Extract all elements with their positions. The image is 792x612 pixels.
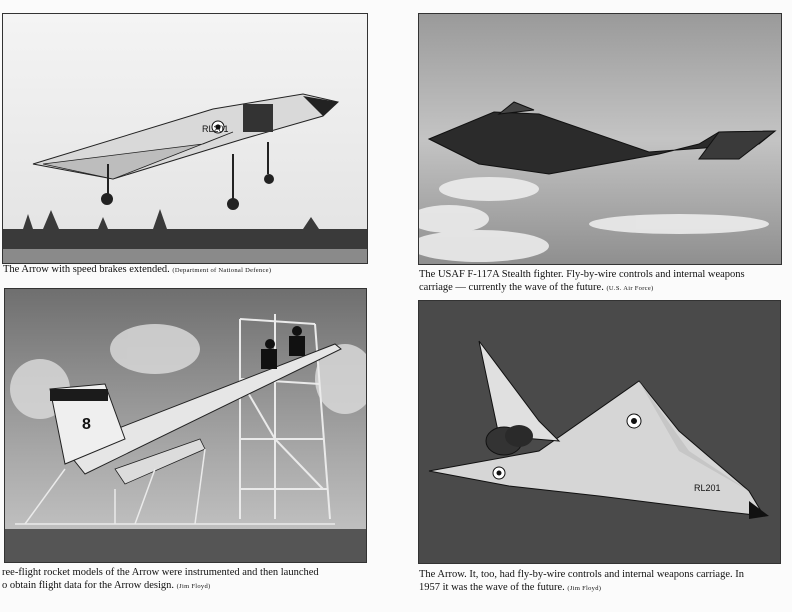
runway	[3, 249, 367, 263]
photo-arrow-speed-brakes	[2, 13, 368, 264]
ground	[5, 529, 366, 562]
photo-credit: (Jim Floyd)	[567, 585, 602, 592]
aircraft-marking: RL201	[694, 483, 721, 493]
photo-credit: (U.S. Air Force)	[606, 285, 654, 292]
photo-credit: (Jim Floyd)	[176, 583, 211, 590]
caption-rocket-models: ree-flight rocket models of the Arrow were instrumented and then launched o obtain flight data for the Arrow design. (Jim Floyd)	[2, 567, 319, 591]
photo-credit: (Department of National Defence)	[172, 267, 272, 274]
photo-f117a-stealth	[418, 13, 782, 265]
caption-f117a-stealth: The USAF F-117A Stealth fighter. Fly-by-wire controls and internal weapons carriage — currently the wave of the future. (U.S. Air Force)	[419, 269, 745, 293]
photo-rocket-models	[4, 288, 367, 563]
photo-arrow-flight	[418, 300, 781, 564]
model-number: 8	[82, 416, 91, 433]
caption-arrow-speed-brakes: The Arrow with speed brakes extended. (Department of National Defence)	[3, 264, 272, 275]
caption-arrow-flight: The Arrow. It, too, had fly-by-wire controls and internal weapons carriage. In 1957 it was the wave of the future. (Jim Floyd)	[419, 569, 744, 593]
aircraft-marking: RL201	[202, 124, 229, 134]
